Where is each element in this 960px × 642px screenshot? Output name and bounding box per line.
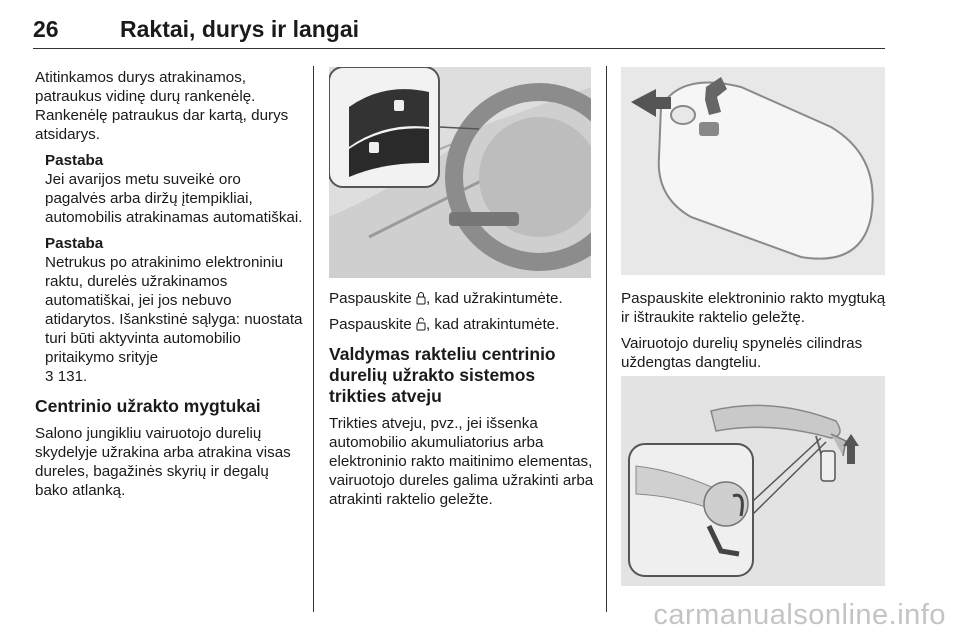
column-left [35,68,303,507]
door-panel-illustration [329,67,591,278]
note-text: Netrukus po atrakinimo elektroniniu raktu, durelės užrakinamos automatiškai, jei jos nebuvo atidarytos. Išankstinė sąlyga: nuostata turi būti aktyvinta automobilio pritaikymo srityje 3 131. [45,254,303,385]
page-title: Raktai, durys ir langai [120,16,360,42]
page-header [33,8,885,49]
watermark: carmanualsonline.info [653,599,946,631]
instruction-unlock [329,315,597,334]
section-heading-manual-key: Valdymas rakteliu centrinio durelių užrakto sistemos trikties atveju [329,344,556,406]
column-right [621,289,889,379]
padlock-closed-icon [416,291,426,305]
instruction-lock [329,289,597,308]
section-heading-central-lock-buttons: Centrinio užrakto mygtukai [35,396,261,416]
note-text: Jei avarijos metu suveikė oro pagalvės arba diržų įtempikliai, automobilis atrakinamas automatiškai. [45,171,303,226]
paragraph-central-lock-switch: Salono jungikliu vairuotojo durelių skydelyje užrakina arba atrakina visas dureles, bagažinės skyrių ir degalų bako atlanką. [35,425,291,499]
note-text-body: Netrukus po atrakinimo elektroniniu raktu, durelės užrakinamos automatiškai, jei jos nebuvo atidarytos. Išankstinė sąlyga: nuostata turi būti aktyvinta automobilio pritaikymo srityje [45,254,303,366]
page-ref-arrow-icon: 3 [45,368,54,385]
figure-electronic-key [621,67,885,275]
instruction-lock-suffix: , kad užrakintumėte. [425,290,563,307]
padlock-open-icon [416,317,426,331]
paragraph-key-failure: Trikties atveju, pvz., jei išsenka automobilio akumuliatorius arba elektroninio rakto maitinimo elementas, vairuotojo dureles galima užrakinti arba atrakinti raktelio geležte. [329,415,594,508]
column-divider [606,66,607,612]
note-heading: Pastaba [45,152,104,169]
note-auto-relock [45,234,303,386]
page-number: 26 [33,16,59,42]
figure-door-lock-buttons [329,67,591,278]
column-middle [329,289,597,516]
figure-door-handle-cylinder [621,376,885,586]
column-divider [313,66,314,612]
page-ref-number[interactable]: 131 [57,368,84,385]
electronic-key-illustration [621,67,885,275]
door-handle-illustration [621,376,885,586]
instruction-lock-prefix: Paspauskite [329,290,416,307]
note-heading: Pastaba [45,235,104,252]
instruction-unlock-suffix: , kad atrakintumėte. [425,316,560,333]
paragraph-lock-cylinder: Vairuotojo durelių spynelės cilindras uždengtas dangteliu. [621,335,863,371]
paragraph-pull-blade: Paspauskite elektroninio rakto mygtuką ir ištraukite raktelio geležtę. [621,290,886,326]
instruction-unlock-prefix: Paspauskite [329,316,416,333]
note-airbag [45,151,303,227]
paragraph-unlock-handle: Atitinkamos durys atrakinamos, patraukus vidinę durų rankenėlę. Rankenėlę patraukus dar kartą, durys atsidarys. [35,69,289,143]
